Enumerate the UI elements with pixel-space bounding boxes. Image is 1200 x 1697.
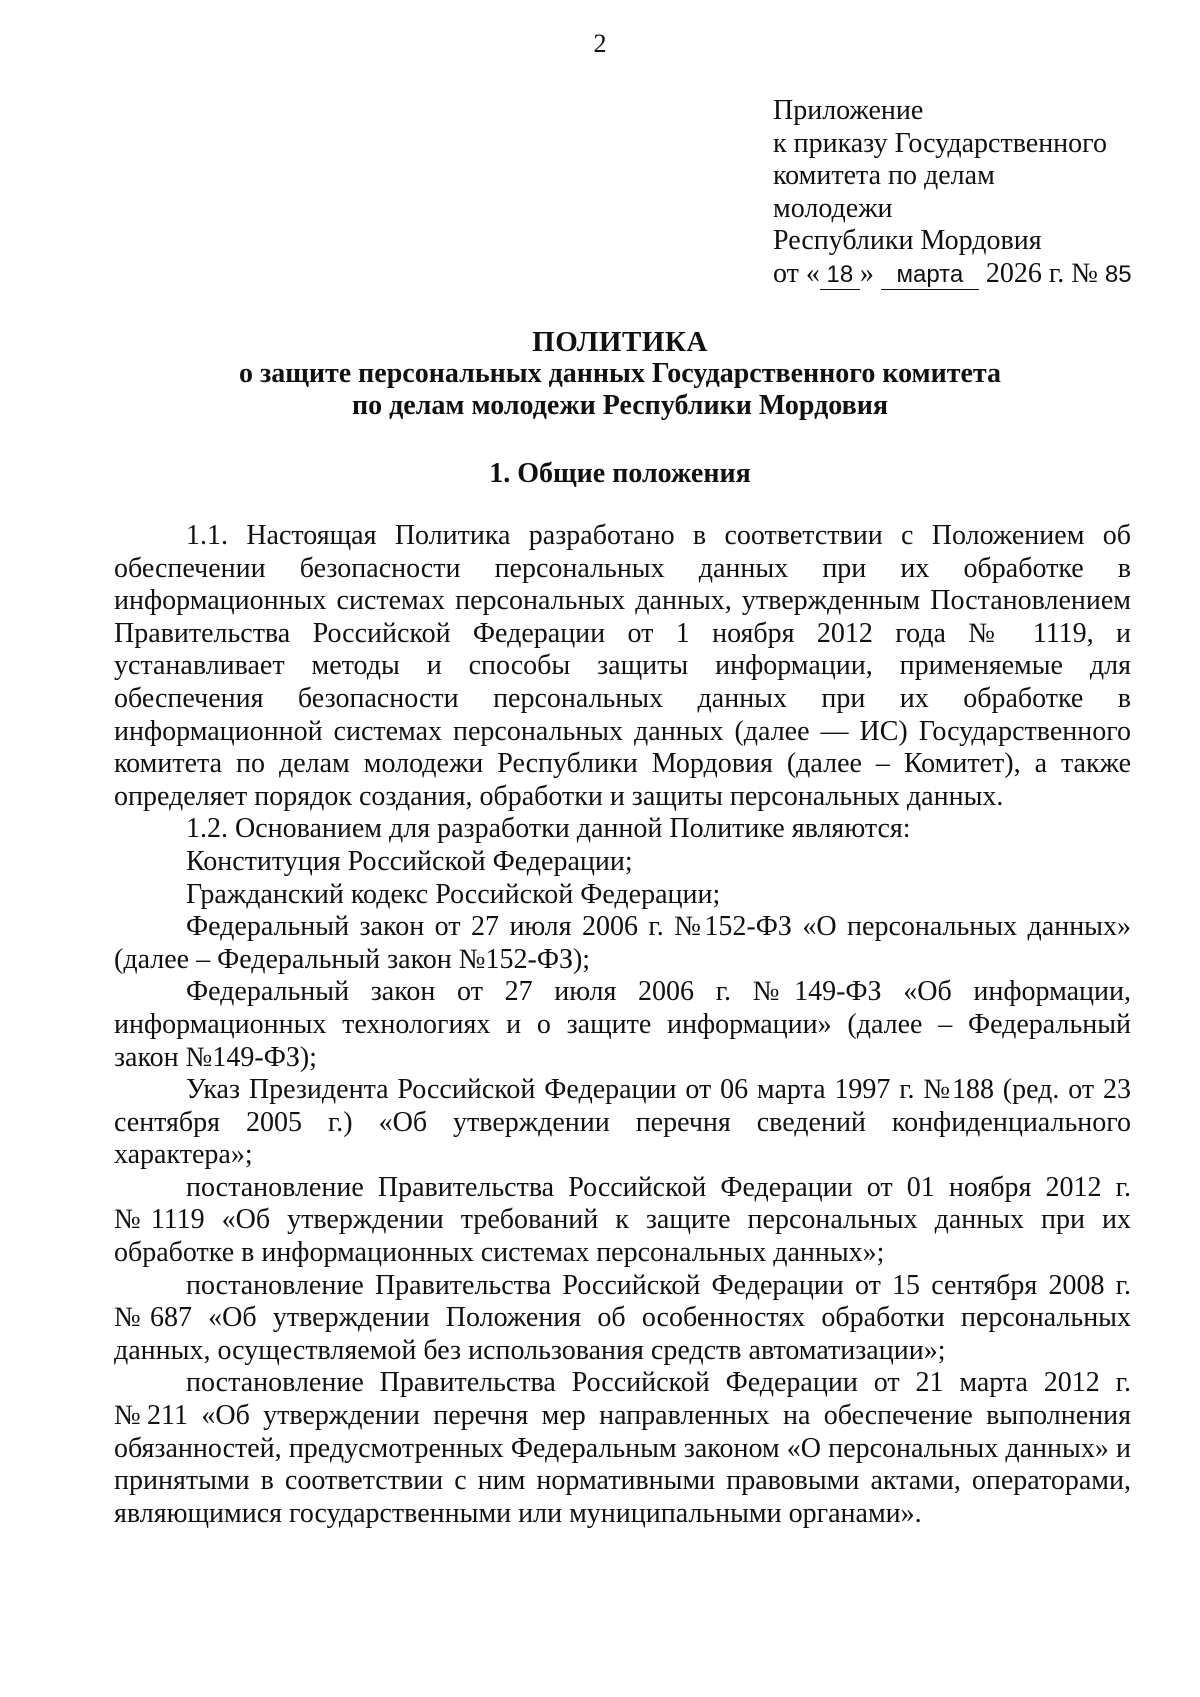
annex-line-1: Приложение [773,95,924,126]
section-heading: 1. Общие положения [489,458,751,489]
section-body [114,520,1131,1530]
date-prefix: от « [773,257,820,289]
annex-line-3: комитета по делам [773,160,995,191]
date-day: 18 [820,261,860,290]
title-sub-1: о защите персональных данных Государственного комитета [238,358,1002,389]
paragraph: постановление Правительства Российской Федерации от 01 ноября 2012 г. №1119 «Об утверждении требований к защите персональных данных при их обработке в информационных системах персональных данных»; [114,1171,1131,1269]
order-number: 85 [1104,260,1132,288]
paragraph: постановление Правительства Российской Федерации от 21 марта 2012 г. №211 «Об утверждении перечня мер направленных на обеспечение выполнения обязанностей, предусмотренных Федеральным законом «О персональных данных» и принятыми в соответствии с ним нормативными правовыми актами, операторами, являющимися государственными или муниципальными органами». [114,1367,1131,1529]
title-main: ПОЛИТИКА [532,326,708,358]
paragraph: 1.2. Основанием для разработки данной Политике являются: [186,813,911,845]
annex-line-5: Республики Мордовия [773,225,1042,256]
annex-line-4: молодежи [773,192,893,224]
date-day-close: » [859,257,874,289]
page-number: 2 [593,29,607,58]
paragraph: Конституция Российской Федерации; [186,845,633,877]
paragraph: постановление Правительства Российской Федерации от 15 сентября 2008 г. №687 «Об утверждении Положения об особенностях обработки персональных данных, осуществляемой без использования средств автоматизации»; [114,1269,1131,1366]
paragraph: Гражданский кодекс Российской Федерации; [186,878,721,910]
annex-line-2: к приказу Государственного [773,127,1107,159]
paragraph: Федеральный закон от 27 июля 2006 г. №152-ФЗ «О персональных данных» (далее – Федеральный закон №152-ФЗ); [114,911,1131,975]
title-sub-2: по делам молодежи Республики Мордовия [351,390,888,421]
date-year: 2026 г. № [985,257,1098,289]
annex-block [773,95,1173,291]
paragraph: Федеральный закон от 27 июля 2006 г. №149-ФЗ «Об информации, информационных технологиях и о защите информации» (далее – Федеральный закон №149-ФЗ); [114,976,1131,1073]
date-month: марта [881,261,979,290]
annex-date-line [773,258,1173,292]
document-title [0,326,1200,422]
paragraph: 1.1. Настоящая Политика разработано в соответствии с Положением об обеспечении безопасности персональных данных при их обработке в информационных системах персональных данных, утвержденным Постановлением Правительства Российской Федерации от 1 ноября 2012 года № 1119, и устанавливает методы и способы защиты информации, применяемые для обеспечения безопасности персональных данных при их обработке в информационной системах персональных данных (далее — ИС) Государственного комитета по делам молодежи Республики Мордовия (далее – Комитет), а также определяет порядок создания, обработки и защиты персональных данных. [114,520,1131,812]
paragraph: Указ Президента Российской Федерации от 06 марта 1997 г. №188 (ред. от 23 сентября 2005 г.) «Об утверждении перечня сведений конфиденциального характера»; [114,1074,1131,1171]
